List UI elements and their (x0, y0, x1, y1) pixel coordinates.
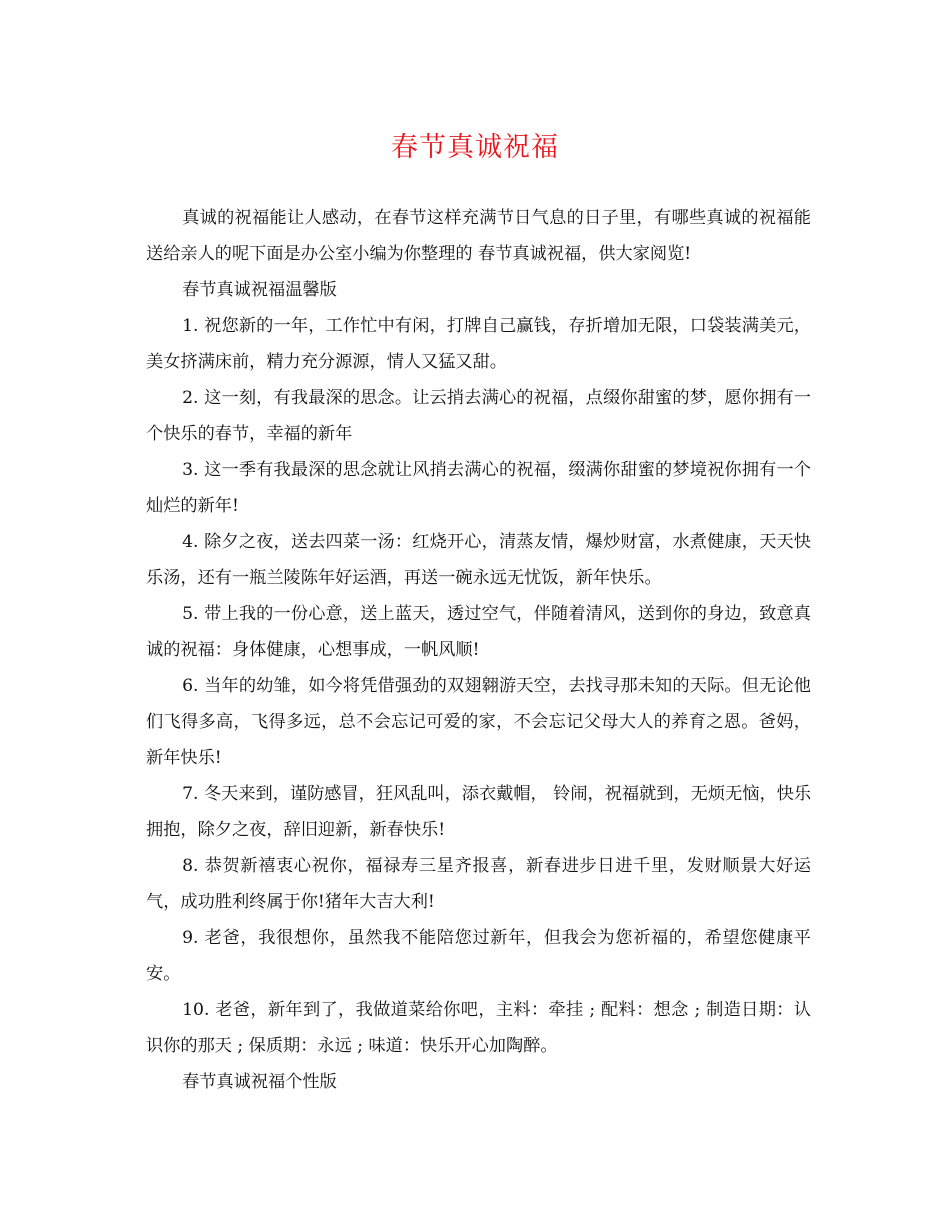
greeting-item-5: 5. 带上我的一份心意，送上蓝天，透过空气，伴随着清风，送到你的身边，致意真诚的祝福：身体健康，心想事成，一帆风顺! (146, 604, 811, 660)
greeting-item-9: 9. 老爸，我很想你，虽然我不能陪您过新年，但我会为您祈福的，希望您健康平安。 (146, 928, 811, 984)
greeting-item-2: 2. 这一刻，有我最深的思念。让云捎去满心的祝福，点缀你甜蜜的梦，愿你拥有一个快乐的春节，幸福的新年 (146, 388, 811, 444)
greeting-item-8: 8. 恭贺新禧衷心祝你，福禄寿三星齐报喜，新春进步日进千里，发财顺景大好运气，成功胜利终属于你!猪年大吉大利! (146, 856, 811, 912)
greeting-item-1: 1. 祝您新的一年，工作忙中有闲，打牌自己赢钱，存折增加无限，口袋装满美元，美女挤满床前，精力充分源源，情人又猛又甜。 (146, 316, 811, 372)
greeting-item-7: 7. 冬天来到，谨防感冒，狂风乱叫，添衣戴帽， 铃闹，祝福就到，无烦无恼，快乐拥抱，除夕之夜，辞旧迎新，新春快乐! (146, 784, 812, 840)
section-heading-warm: 春节真诚祝福温馨版 (182, 280, 337, 300)
intro-paragraph: 真诚的祝福能让人感动，在春节这样充满节日气息的日子里，有哪些真诚的祝福能送给亲人的呢下面是办公室小编为你整理的 春节真诚祝福，供大家阅览! (146, 208, 811, 264)
greeting-item-10: 10. 老爸，新年到了，我做道菜给你吧，主料：牵挂 ; 配料：想念 ; 制造日期：认识你的那天 ; 保质期：永远 ; 味道：快乐开心加陶醉。 (146, 1000, 811, 1056)
section-heading-personal: 春节真诚祝福个性版 (182, 1072, 337, 1092)
greeting-item-3: 3. 这一季有我最深的思念就让风捎去满心的祝福，缀满你甜蜜的梦境祝你拥有一个灿烂的新年! (146, 460, 811, 516)
greeting-item-4: 4. 除夕之夜，送去四菜一汤：红烧开心，清蒸友情，爆炒财富，水煮健康，天天快乐汤，还有一瓶兰陵陈年好运酒，再送一碗永远无忧饭，新年快乐。 (146, 532, 811, 588)
document-title: 春节真诚祝福 (391, 132, 559, 163)
greeting-item-6: 6. 当年的幼雏，如今将凭借强劲的双翅翱游天空，去找寻那未知的天际。但无论他们飞得多高，飞得多远，总不会忘记可爱的家，不会忘记父母大人的养育之恩。爸妈，新年快乐! (146, 676, 811, 768)
document-body (146, 200, 811, 1100)
